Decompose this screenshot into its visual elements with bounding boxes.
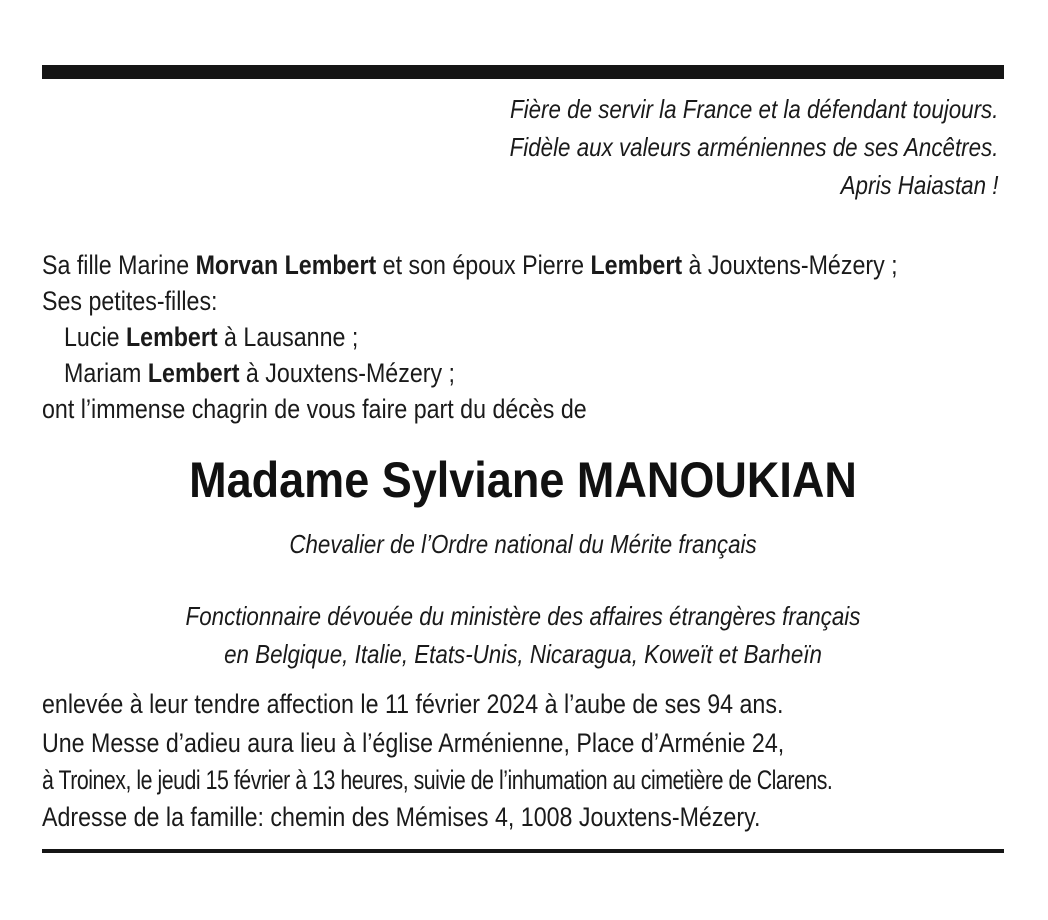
motto-line-3: Apris Haiastan ! xyxy=(840,170,998,200)
family-line-1-text-e: à Jouxtens-Mézery ; xyxy=(682,250,898,280)
family-line-4-text-a: Mariam xyxy=(64,358,148,388)
family-line-1-text-a: Sa fille Marine xyxy=(42,250,196,280)
motto xyxy=(509,90,998,204)
career-line-1: Fonctionnaire dévouée du ministère des affaires étrangères français xyxy=(185,601,861,631)
family-line-4-surname: Lembert xyxy=(147,358,240,388)
deceased-name: Madame Sylviane MANOUKIAN xyxy=(189,452,857,508)
family-line-1-text-c: et son époux Pierre xyxy=(376,250,591,280)
family-line-3 xyxy=(64,319,358,355)
details-line-3: à Troinex, le jeudi 15 février à 13 heures, suivie de l’inhumation au cimetière de Clarens. xyxy=(42,765,833,795)
family-line-1-surname-2: Lembert xyxy=(590,250,683,280)
motto-line-2: Fidèle aux valeurs arméniennes de ses Ancêtres. xyxy=(509,132,998,162)
honor-title: Chevalier de l’Ordre national du Mérite français xyxy=(289,529,757,559)
motto-line-1: Fière de servir la France et la défendant toujours. xyxy=(509,94,998,124)
family-line-1 xyxy=(42,247,898,283)
details-line-4: Adresse de la famille: chemin des Mémises 4, 1008 Jouxtens-Mézery. xyxy=(42,802,761,832)
family-line-4 xyxy=(64,355,455,391)
details-line-1: enlevée à leur tendre affection le 11 février 2024 à l’aube de ses 94 ans. xyxy=(42,689,784,719)
family-line-1-surname-1: Morvan Lembert xyxy=(195,250,377,280)
details-line-2: Une Messe d’adieu aura lieu à l’église Arménienne, Place d’Arménie 24, xyxy=(42,728,785,758)
family-line-3-text-a: Lucie xyxy=(64,322,126,352)
bottom-rule xyxy=(42,849,1004,853)
obituary-notice xyxy=(42,65,1004,855)
family-line-4-text-c: à Jouxtens-Mézery ; xyxy=(239,358,455,388)
top-rule xyxy=(42,65,1004,79)
family-line-2: Ses petites-filles: xyxy=(42,286,218,316)
family-line-5: ont l’immense chagrin de vous faire part du décès de xyxy=(42,394,587,424)
family-line-3-surname: Lembert xyxy=(125,322,218,352)
career-line-2: en Belgique, Italie, Etats-Unis, Nicaragua, Koweït et Barheïn xyxy=(224,639,822,669)
family-line-3-text-c: à Lausanne ; xyxy=(217,322,359,352)
